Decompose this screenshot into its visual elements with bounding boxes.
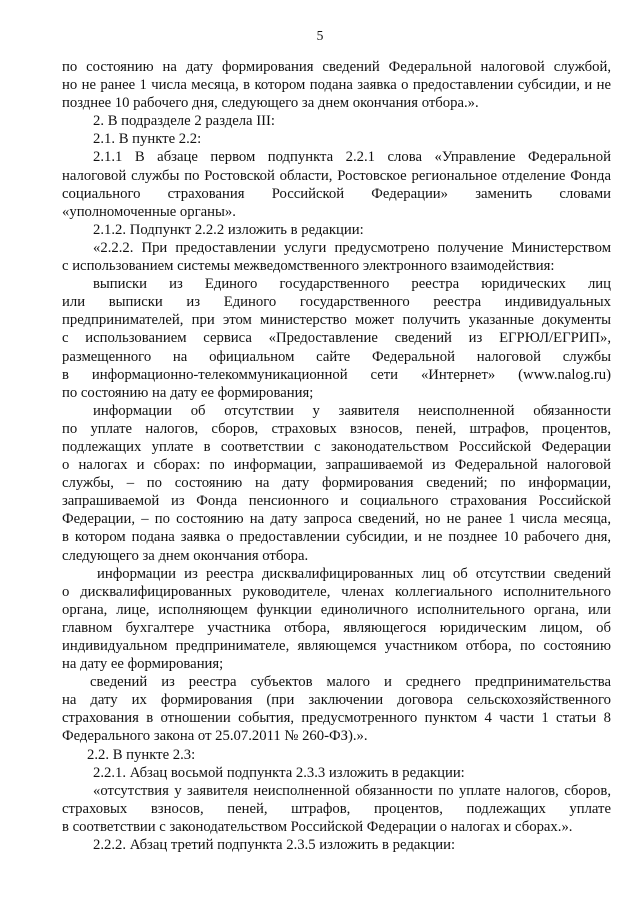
text-line: следующего за днем окончания отбора. bbox=[62, 547, 309, 564]
text-line: позднее 10 рабочего дня, следующего за днем окончания отбора.». bbox=[62, 95, 479, 112]
text-line: страхования в отношении события, предусмотренного пунктом 4 части 1 статьи 8 bbox=[62, 710, 611, 727]
text-line: Федерации, – по состоянию на дату запроса сведений, но не ранее 1 числа месяца, bbox=[62, 511, 611, 528]
text-line: 2.1. В пункте 2.2: bbox=[93, 131, 202, 148]
text-line: по уплате налогов, сборов, страховых взносов, пеней, штрафов, процентов, bbox=[62, 420, 611, 437]
text-line: но не ранее 1 числа месяца, в котором подана заявка о предоставлении субсидии, и не bbox=[62, 77, 611, 94]
text-line: по состоянию на дату ее формирования; bbox=[62, 384, 314, 401]
text-line: в соответствии с законодательством Российской Федерации о налогах и сборах.». bbox=[62, 818, 573, 835]
text-line: Федерального закона от 25.07.2011 № 260-ФЗ).». bbox=[62, 728, 368, 745]
text-line: в котором подана заявка о предоставлении субсидии, и не позднее 10 рабочего дня, bbox=[62, 529, 611, 546]
text-line: «2.2.2. При предоставлении услуги предусмотрено получение Министерством bbox=[93, 239, 611, 256]
text-line: 2.2.2. Абзац третий подпункта 2.3.5 изложить в редакции: bbox=[93, 837, 456, 854]
text-line: в информационно-телекоммуникационной сети «Интернет» (www.nalog.ru) bbox=[62, 366, 611, 383]
text-line: сведений из реестра субъектов малого и среднего предпринимательства bbox=[90, 674, 611, 691]
text-line: с использованием системы межведомственного электронного взаимодействия: bbox=[62, 258, 555, 275]
text-line: о налогах и сборах: по информации, запрашиваемой из Федеральной налоговой bbox=[62, 457, 611, 474]
text-line: о дисквалифицированных руководителе, членах коллегиального исполнительного bbox=[62, 583, 611, 600]
document-body bbox=[62, 58, 611, 854]
text-line: органа, лице, исполняющем функции единоличного исполнительного органа, или bbox=[62, 601, 611, 618]
text-line: 2. В подразделе 2 раздела III: bbox=[93, 113, 276, 130]
text-line: социального страхования Российской Федерации» заменить словами bbox=[62, 185, 611, 202]
text-line: налоговой службы по Ростовской области, Ростовское региональное отделение Фонда bbox=[62, 167, 611, 184]
text-line: на дату ее формирования; bbox=[62, 656, 224, 673]
text-line: информации из реестра дисквалифицированных лиц об отсутствии сведений bbox=[97, 565, 611, 582]
text-line: размещенного на официальном сайте Федеральной налоговой службы bbox=[62, 348, 611, 365]
text-line: предпринимателей, при этом министерство может получить указанные документы bbox=[62, 312, 611, 329]
text-line: индивидуальном предпринимателе, являющемся участником отбора, по состоянию bbox=[62, 638, 611, 654]
text-line: с использованием сервиса «Предоставление сведений из ЕГРЮЛ/ЕГРИП», bbox=[62, 330, 611, 347]
text-line: по состоянию на дату формирования сведений Федеральной налоговой службой, bbox=[62, 59, 611, 75]
text-line: запрашиваемой из Фонда пенсионного и социального страхования Российской bbox=[62, 493, 611, 510]
text-line: 2.2.1. Абзац восьмой подпункта 2.3.3 изложить в редакции: bbox=[93, 764, 465, 781]
text-line: службы, – по состоянию на дату формирования сведений; по информации, bbox=[62, 475, 611, 492]
text-line: «уполномоченные органы». bbox=[62, 203, 236, 220]
text-line: на дату их формирования (при заключении договора сельскохозяйственного bbox=[62, 692, 611, 709]
text-line: 2.1.1 В абзаце первом подпункта 2.2.1 слова «Управление Федеральной bbox=[93, 149, 611, 166]
text-line: или выписки из Единого государственного реестра индивидуальных bbox=[62, 294, 611, 311]
page-number: 5 bbox=[316, 28, 324, 43]
text-line: выписки из Единого государственного реестра юридических лиц bbox=[93, 276, 611, 293]
text-line: главном бухгалтере участника отбора, являющегося юридическим лицом, об bbox=[62, 619, 611, 636]
text-line: 2.2. В пункте 2.3: bbox=[87, 746, 196, 763]
text-line: 2.1.2. Подпункт 2.2.2 изложить в редакции: bbox=[93, 221, 364, 238]
text-line: подлежащих уплате в соответствии с законодательством Российской Федерации bbox=[62, 438, 611, 455]
text-line: информации об отсутствии у заявителя неисполненной обязанности bbox=[93, 402, 611, 419]
text-line: страховых взносов, пеней, штрафов, процентов, подлежащих уплате bbox=[62, 800, 611, 817]
text-line: «отсутствия у заявителя неисполненной обязанности по уплате налогов, сборов, bbox=[93, 782, 611, 799]
